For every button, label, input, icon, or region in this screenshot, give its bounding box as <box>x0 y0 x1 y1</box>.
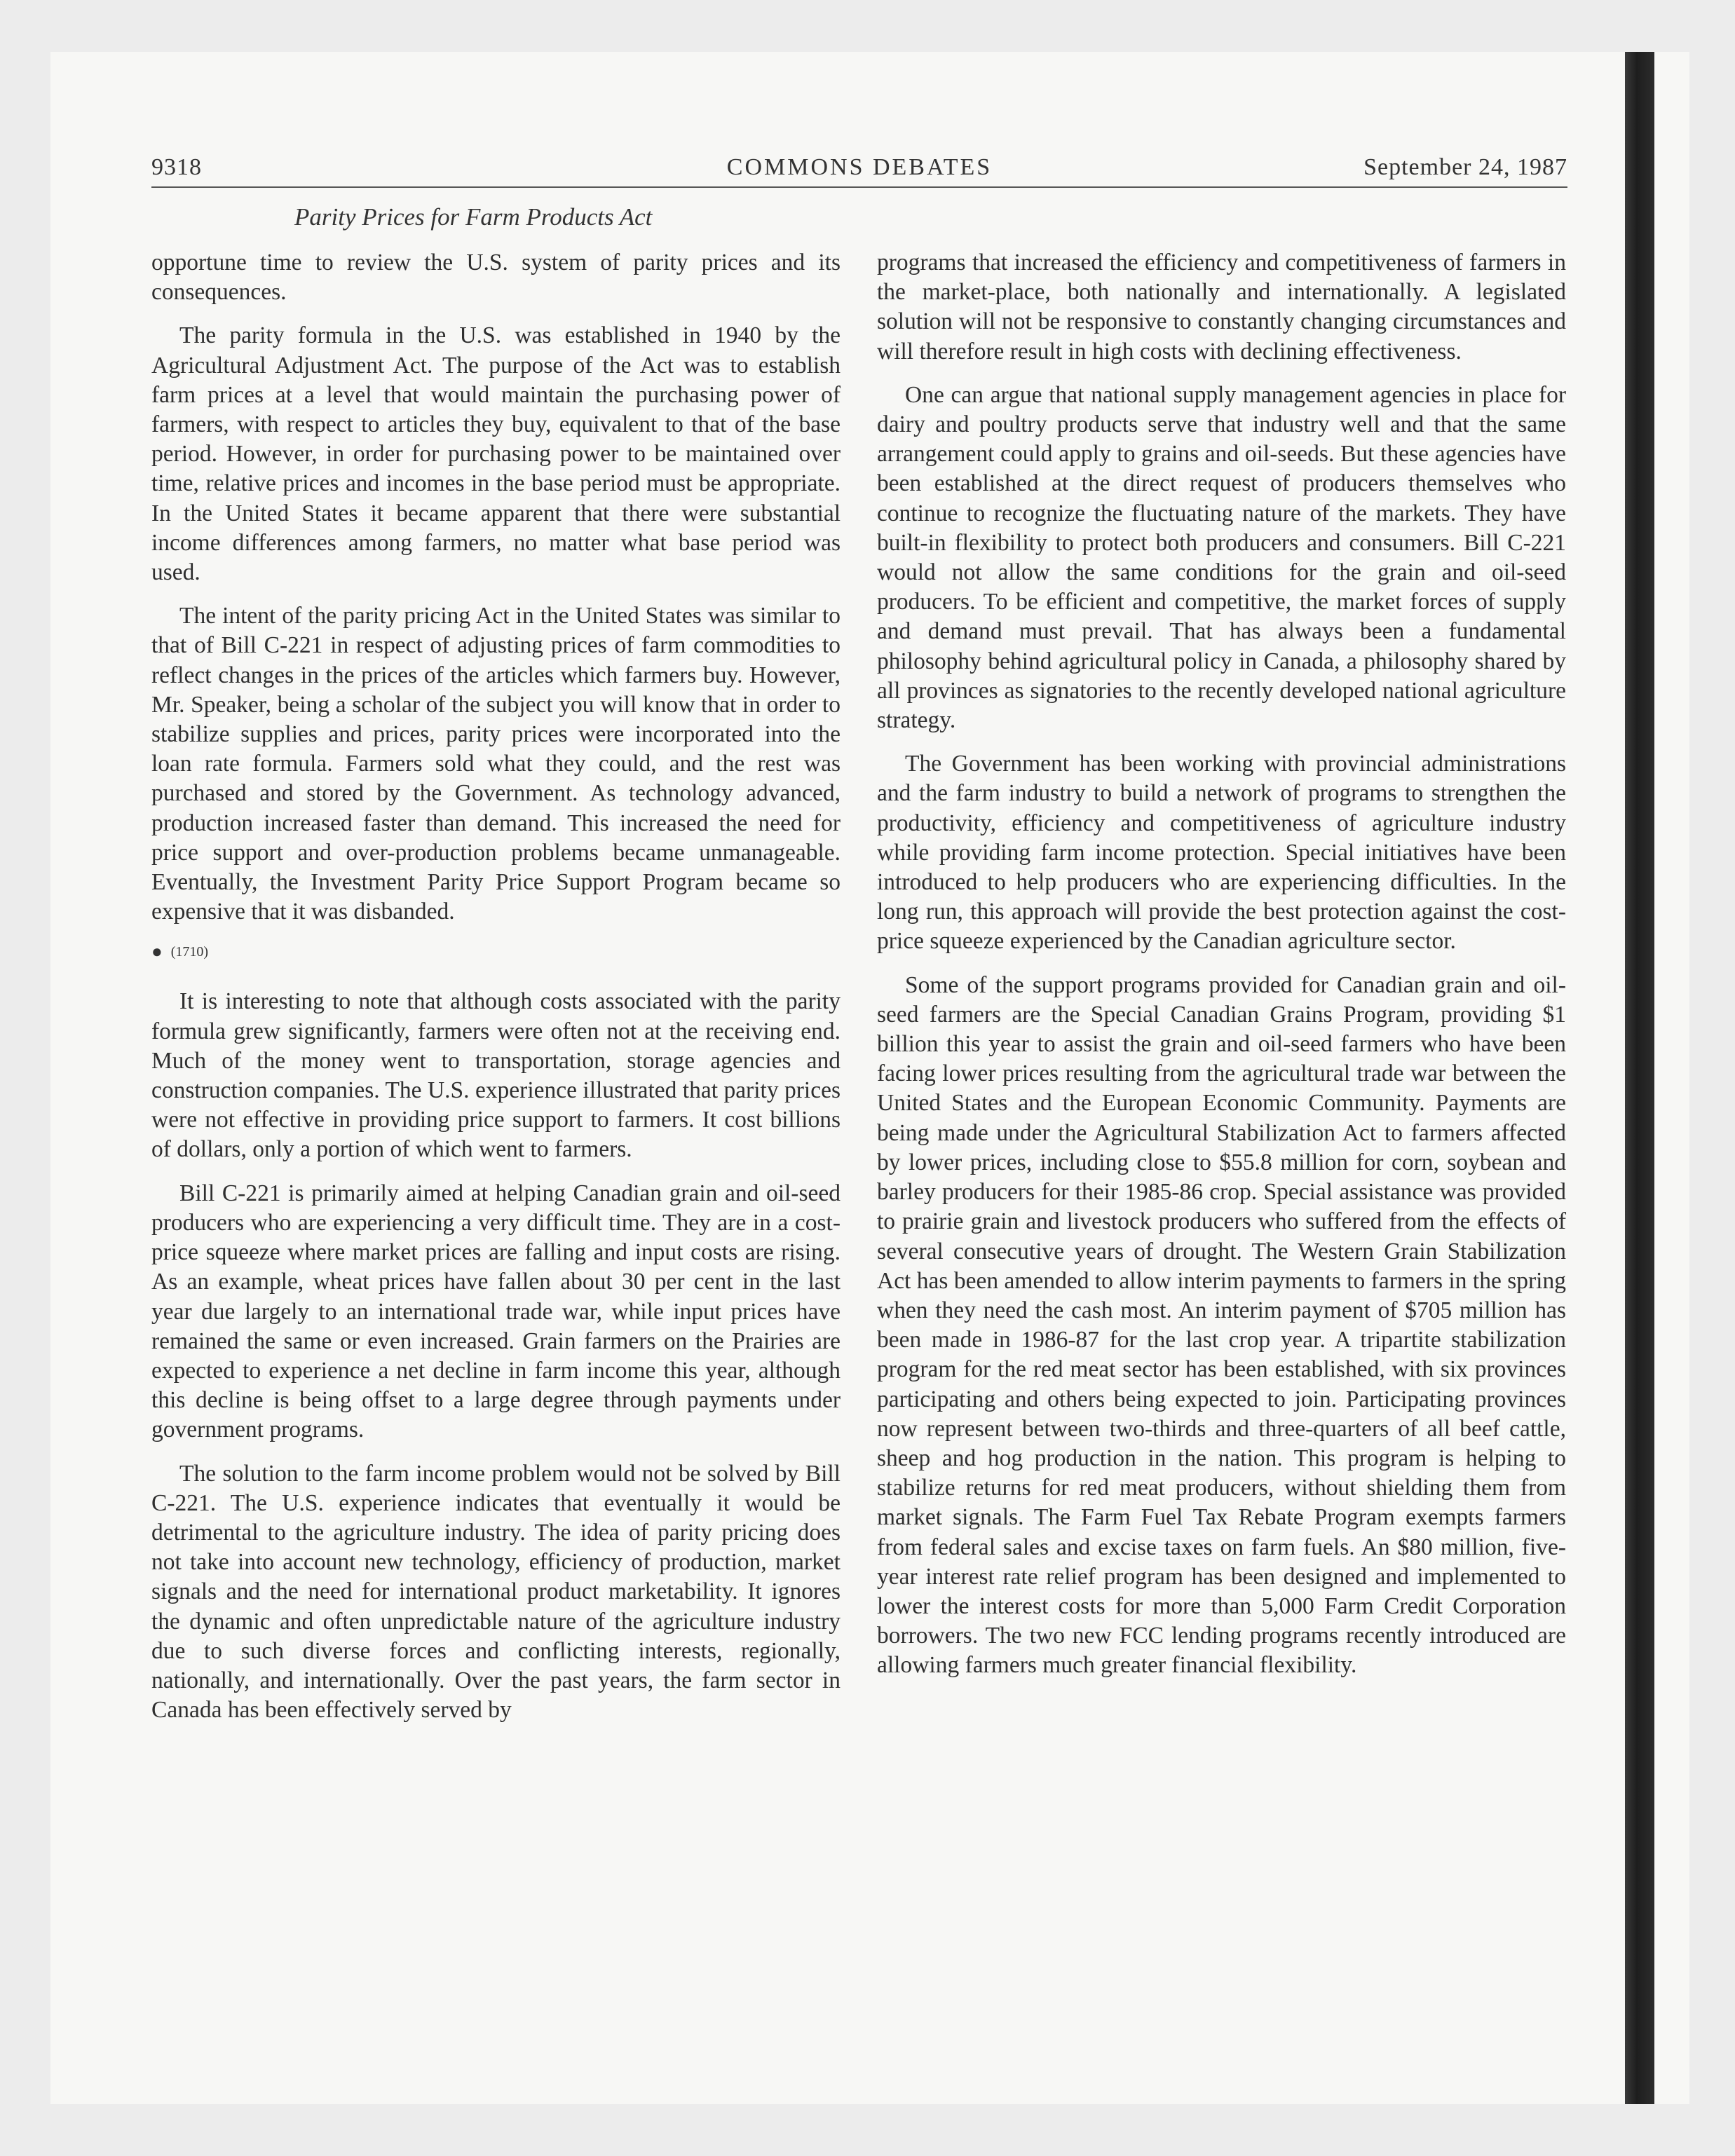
header-rule <box>151 186 1567 188</box>
paragraph: The intent of the parity pricing Act in the United States was similar to that of Bill C-221 in respect of adjusting prices of farm commodities to reflect changes in the prices of the articles which farmers buy. However, Mr. Speaker, being a scholar of the subject you will know that in order to stabilize supplies and prices, parity prices were incorporated into the loan rate formula. Farmers sold what they could, and the rest was purchased and stored by the Government. As technology advanced, production increased faster than demand. This increased the need for price support and over-production problems became unmanageable. Eventually, the Investment Parity Price Support Program became so expensive that it was disbanded. <box>151 603 841 925</box>
right-column <box>877 248 1566 1695</box>
paragraph: opportune time to review the U.S. system of parity prices and its consequences. <box>151 250 841 306</box>
section-title: Parity Prices for Farm Products Act <box>294 203 653 231</box>
time-stamp: (1710) <box>170 944 209 960</box>
publication-date: September 24, 1987 <box>1363 154 1567 180</box>
bullet-icon: ● <box>151 941 163 962</box>
scan-edge-shadow <box>1625 52 1654 2104</box>
paragraph: Bill C-221 is primarily aimed at helping Canadian grain and oil-seed producers who are experiencing a very difficult time. They are in a cost-price squeeze where market prices are falling and input costs are rising. As an example, wheat prices have fallen about 30 per cent in the last year due largely to an international trade war, while input prices have remained the same or even increased. Grain farmers on the Prairies are expected to experience a net decline in farm income this year, although this decline is being offset to a large degree through payments under government programs. <box>151 1180 841 1443</box>
paragraph: programs that increased the efficiency and competitiveness of farmers in the market-place, both nationally and internationally. A legislated solution will not be responsive to constantly changing circumstances and will therefore result in high costs with declining effectiveness. <box>877 250 1566 364</box>
time-marker <box>151 941 841 963</box>
page-header <box>151 154 1567 188</box>
left-column <box>151 248 841 1739</box>
page-number: 9318 <box>151 154 202 180</box>
paragraph: One can argue that national supply management agencies in place for dairy and poultry products serve that industry well and that the same arrangement could apply to grains and oil-seeds. But these agencies have been established at the direct request of producers themselves who continue to recognize the fluctuating nature of the markets. They have built-in flexibility to protect both producers and consumers. Bill C-221 would not allow the same conditions for the grain and oil-seed producers. To be efficient and competitive, the market forces of supply and demand must prevail. That has always been a fundamental philosophy behind agricultural policy in Canada, a philosophy shared by all provinces as signatories to the recently developed national agriculture strategy. <box>877 381 1566 734</box>
paragraph: The solution to the farm income problem would not be solved by Bill C-221. The U.S. experience indicates that eventually it would be detrimental to the agriculture industry. The idea of parity pricing does not take into account new technology, efficiency of production, market signals and the need for international product marketability. It ignores the dynamic and often unpredictable nature of the agriculture industry due to such diverse forces and conflicting interests, regionally, nationally, and internationally. Over the past years, the farm sector in Canada has been effectively served by <box>151 1460 841 1724</box>
paragraph: It is interesting to note that although costs associated with the parity formula grew significantly, farmers were often not at the receiving end. Much of the money went to transportation, storage agencies and construction companies. The U.S. experience illustrated that parity prices were not effective in providing price support to farmers. It cost billions of dollars, only a portion of which went to farmers. <box>151 988 841 1163</box>
paragraph: Some of the support programs provided for Canadian grain and oil-seed farmers are the Special Canadian Grains Program, providing $1 billion this year to assist the grain and oil-seed farmers who have been facing lower prices resulting from the agricultural trade war between the United States and the European Economic Community. Payments are being made under the Agricultural Stabilization Act to farmers affected by lower prices, including close to $55.8 million for corn, soybean and barley producers for their 1985-86 crop. Special assistance was provided to prairie grain and livestock producers who suffered from the effects of several consecutive years of drought. The Western Grain Stabilization Act has been amended to allow interim payments to farmers in the spring when they need the cash most. An interim payment of $705 million has been made in 1986-87 for the last crop year. A tripartite stabilization program for the red meat sector has been established, with six provinces participating and others being expected to join. Participating provinces now represent between two-thirds and three-quarters of all beef cattle, sheep and hog production in the nation. This program is helping to stabilize returns for red meat producers, without shielding them from market signals. The Farm Fuel Tax Rebate Program exempts farmers from federal sales and excise taxes on farm fuels. An $80 million, five-year interest rate relief program has been designed and implemented to lower the interest costs for more than 5,000 Farm Credit Corporation borrowers. The two new FCC lending programs recently introduced are allowing farmers much greater financial flexibility. <box>877 971 1566 1679</box>
paragraph: The parity formula in the U.S. was established in 1940 by the Agricultural Adjustment Act. The purpose of the Act was to establish farm prices at a level that would maintain the purchasing power of farmers, with respect to articles they buy, equivalent to that of the base period. However, in order for purchasing power to be maintained over time, relative prices and incomes in the base period must be appropriate. In the United States it became apparent that there were substantial income differences among farmers, no matter what base period was used. <box>151 322 841 586</box>
paragraph: The Government has been working with provincial administrations and the farm industry to build a network of programs to strengthen the productivity, efficiency and competitiveness of agriculture industry while providing farm income protection. Special initiatives have been introduced to help producers who are experiencing difficulties. In the long run, this approach will provide the best protection against the cost-price squeeze experienced by the Canadian agriculture sector. <box>877 751 1566 955</box>
publication-title: COMMONS DEBATES <box>726 154 993 180</box>
